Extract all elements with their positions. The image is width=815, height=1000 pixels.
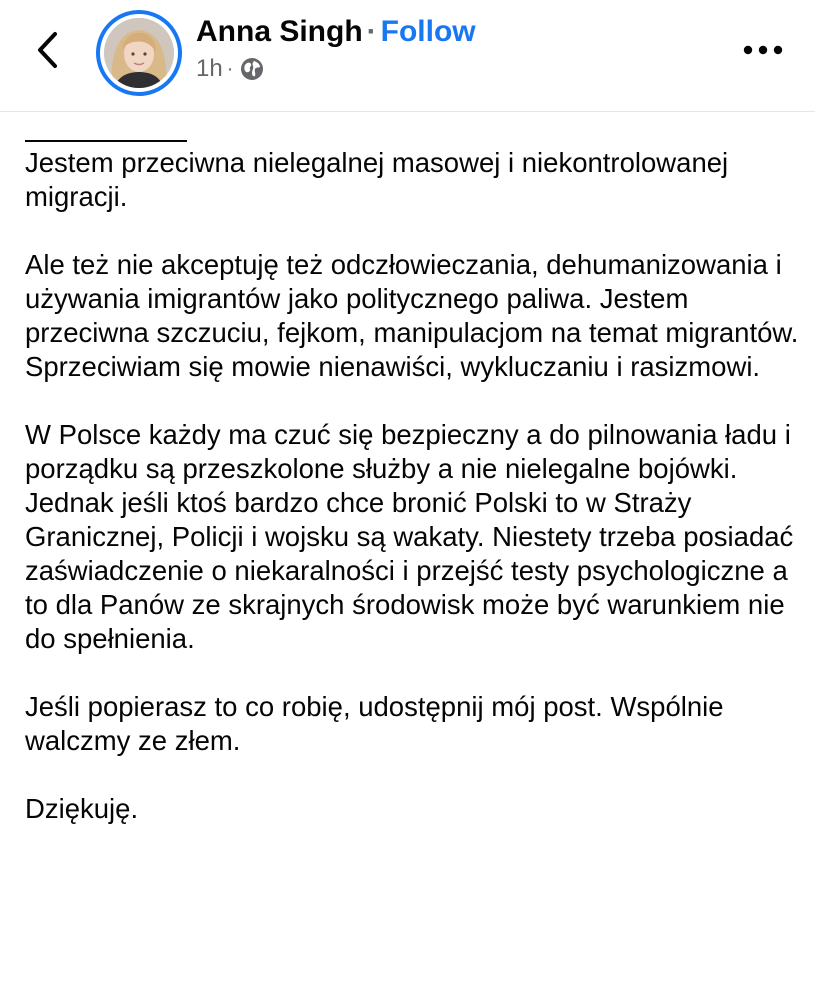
post-time[interactable]: 1h: [196, 55, 223, 82]
more-horizontal-icon: [743, 45, 783, 55]
meta-separator: ·: [226, 58, 234, 80]
back-button[interactable]: [30, 26, 66, 74]
post-paragraph: Ale też nie akceptuję też odczłowieczania, dehumanizowania i używania imigrantów jako politycznego paliwa. Jestem przeciwna szczuciu, fejkom, manipulacjom na temat migrantów. Sprzeciwiam się mowie nienawiści, wykluczaniu i rasizmowi.: [25, 249, 799, 382]
post-meta: [196, 54, 265, 84]
post-paragraph: W Polsce każdy ma czuć się bezpieczny a do pilnowania ładu i porządku są przeszkolone służby a nie nielegalne bojówki. Jednak jeśli ktoś bardzo chce bronić Polski to w Straży Granicznej, Policji i wojsku są wakaty. Niestety trzeba posiadać zaświadczenie o niekaralności i przejść testy psychologiczne a to dla Panów ze skrajnych środowisk może być warunkiem nie do spełnienia.: [25, 419, 794, 654]
post-paragraph: Dziękuję.: [25, 793, 139, 824]
post-text: [25, 146, 805, 826]
post-paragraph: Jeśli popierasz to co robię, udostępnij mój post. Wspólnie walczmy ze złem.: [25, 691, 724, 756]
text-divider: [25, 140, 187, 142]
name-separator: ·: [366, 15, 377, 48]
post-header: [0, 0, 815, 112]
globe-icon[interactable]: [239, 56, 265, 82]
author-line: [196, 14, 476, 50]
more-options-button[interactable]: [739, 30, 787, 70]
chevron-left-icon: [35, 30, 61, 70]
avatar[interactable]: [104, 18, 174, 88]
author-name[interactable]: Anna Singh: [196, 15, 363, 48]
follow-button[interactable]: Follow: [380, 15, 476, 48]
avatar-story-ring[interactable]: [96, 10, 182, 96]
post-paragraph: Jestem przeciwna nielegalnej masowej i niekontrolowanej migracji.: [25, 147, 729, 212]
post-body: [25, 118, 805, 860]
